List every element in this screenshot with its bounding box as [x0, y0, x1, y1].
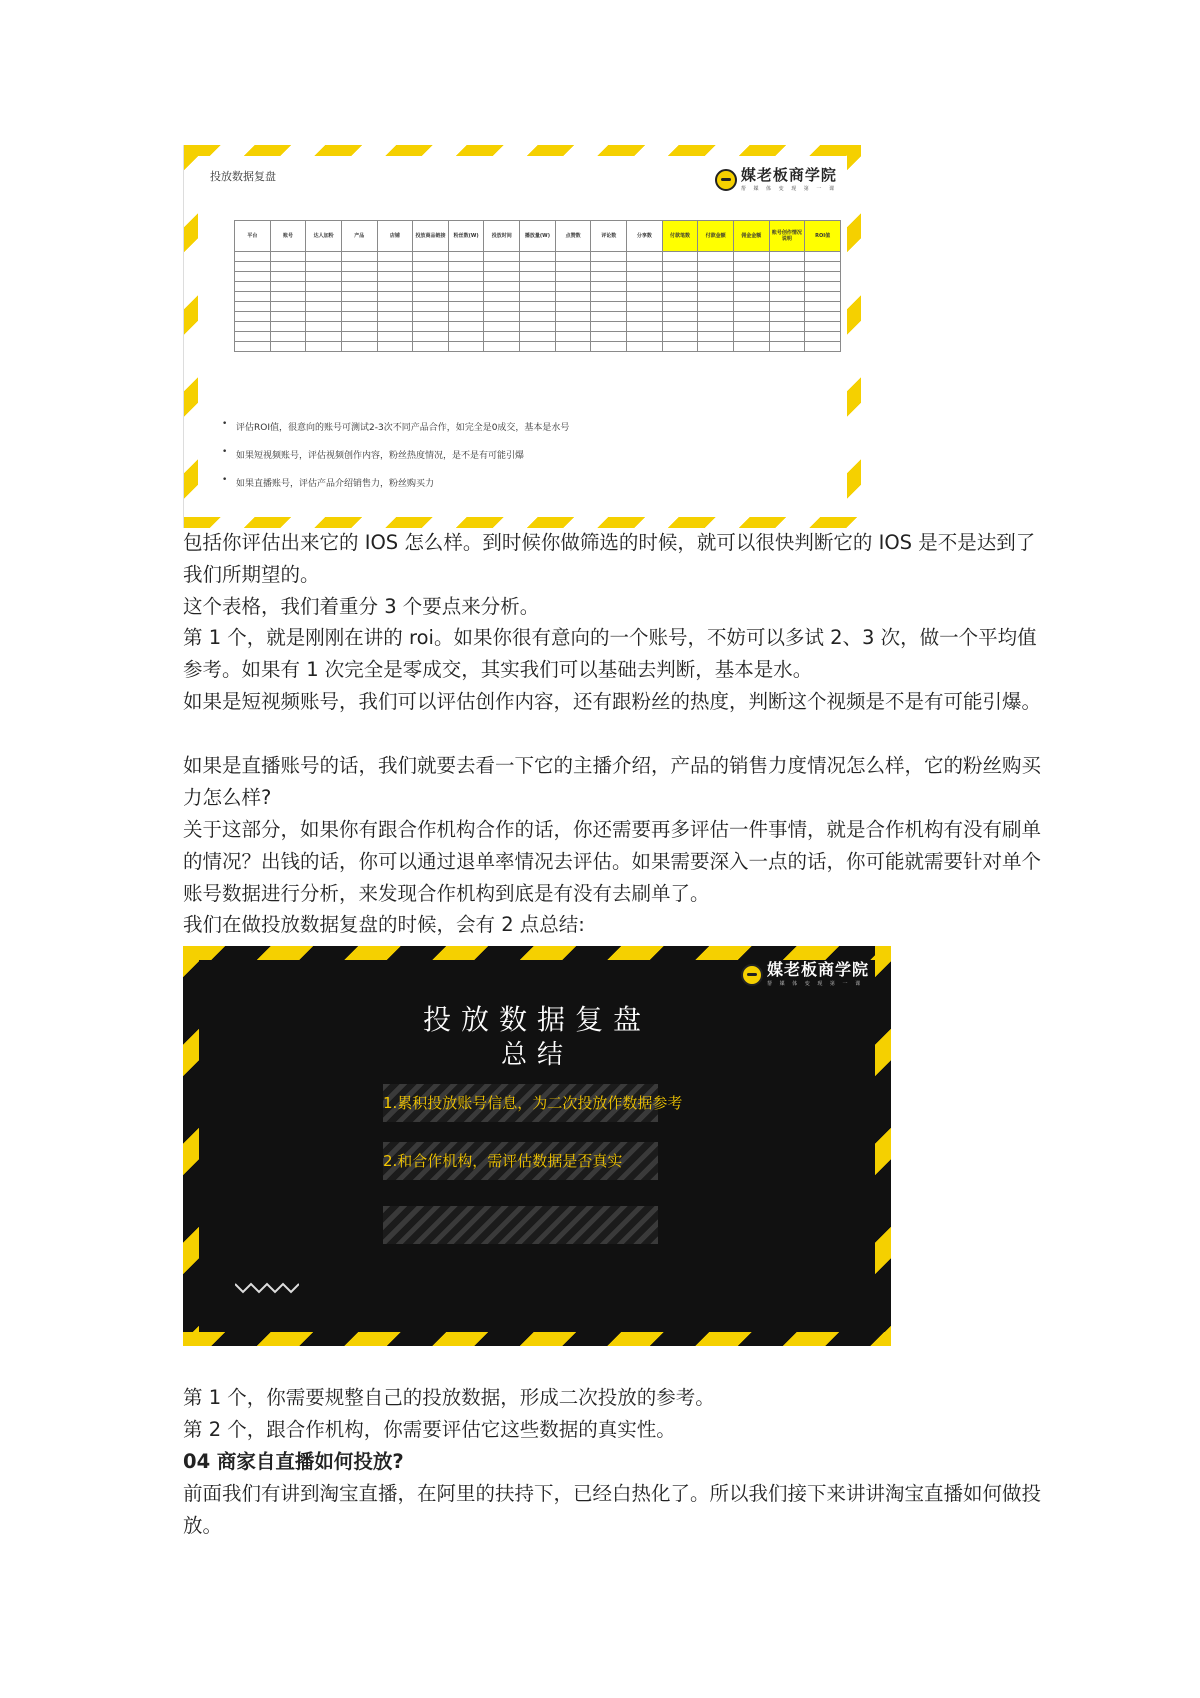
table-cell — [341, 322, 377, 332]
table-cell — [662, 312, 698, 322]
table-cell — [805, 262, 841, 272]
mascot-icon — [715, 169, 737, 191]
table-cell — [270, 302, 306, 312]
table-row — [235, 342, 841, 352]
table-cell — [448, 252, 484, 262]
table-cell — [698, 292, 734, 302]
table-cell — [377, 292, 413, 302]
table-cell — [270, 272, 306, 282]
table-cell — [520, 342, 556, 352]
table-header-cell: 达人加粉 — [306, 221, 342, 252]
table-row — [235, 322, 841, 332]
table-cell — [377, 322, 413, 332]
summary-point-text: 1.累积投放账号信息，为二次投放作数据参考 — [383, 1094, 683, 1112]
table-cell — [448, 272, 484, 282]
table-header-cell: 播放量(W) — [520, 221, 556, 252]
table-cell — [484, 282, 520, 292]
table-cell — [520, 292, 556, 302]
table-cell — [341, 332, 377, 342]
table-cell — [484, 292, 520, 302]
table-row — [235, 282, 841, 292]
table-cell — [769, 272, 805, 282]
table-cell — [306, 332, 342, 342]
hazard-stripe-left — [184, 145, 198, 528]
table-cell — [627, 332, 663, 342]
table-cell — [235, 312, 271, 322]
table-cell — [484, 302, 520, 312]
table-cell — [235, 252, 271, 262]
table-cell — [235, 292, 271, 302]
table-cell — [235, 272, 271, 282]
table-header-cell: 产品 — [341, 221, 377, 252]
table-cell — [341, 272, 377, 282]
hazard-stripe-top — [183, 946, 891, 960]
table-cell — [484, 322, 520, 332]
table-cell — [555, 332, 591, 342]
table-header-cell: 评论数 — [591, 221, 627, 252]
table-cell — [662, 262, 698, 272]
table-cell — [270, 262, 306, 272]
table-cell — [448, 322, 484, 332]
table-cell — [591, 292, 627, 302]
table-header-cell: 付款笔数 — [662, 221, 698, 252]
table-cell — [341, 342, 377, 352]
paragraph: 如果是直播账号的话，我们就要去看一下它的主播介绍，产品的销售力度情况怎么样，它的粉丝购买力怎么样? — [183, 754, 1042, 809]
hazard-stripe-top — [184, 145, 861, 156]
table-cell — [484, 272, 520, 282]
table-cell — [270, 312, 306, 322]
table-cell — [662, 322, 698, 332]
table-cell — [591, 252, 627, 262]
brand-name: 媒老板商学院 — [766, 960, 869, 979]
table-cell — [769, 322, 805, 332]
table-cell — [627, 312, 663, 322]
bullet-item: • 评估ROI值，很意向的账号可测试2-3次不同产品合作，如完全是0成交，基本是水号 — [222, 420, 569, 433]
table-cell — [805, 332, 841, 342]
brand-tagline: 帮 媒 体 变 现 第 一 课 — [766, 981, 864, 987]
table-cell — [769, 292, 805, 302]
table-cell — [627, 322, 663, 332]
table-cell — [448, 262, 484, 272]
table-cell — [733, 322, 769, 332]
table-cell — [555, 272, 591, 282]
table-cell — [270, 322, 306, 332]
table-cell — [377, 342, 413, 352]
table-cell — [769, 312, 805, 322]
table-row — [235, 332, 841, 342]
table-cell — [733, 252, 769, 262]
table-cell — [698, 322, 734, 332]
table-cell — [377, 332, 413, 342]
table-cell — [591, 282, 627, 292]
table-cell — [448, 342, 484, 352]
table-cell — [627, 252, 663, 262]
zigzag-icon — [235, 1280, 299, 1296]
table-cell — [484, 262, 520, 272]
table-cell — [270, 332, 306, 342]
table-cell — [484, 332, 520, 342]
table-cell — [235, 322, 271, 332]
table-cell — [662, 252, 698, 262]
table-cell — [270, 252, 306, 262]
table-cell — [627, 342, 663, 352]
table-cell — [413, 292, 449, 302]
table-cell — [698, 302, 734, 312]
table-row — [235, 312, 841, 322]
table-cell — [591, 272, 627, 282]
slide-title: 投放数据复盘 — [422, 1003, 651, 1036]
table-cell — [520, 282, 556, 292]
table-cell — [413, 332, 449, 342]
table-cell — [341, 262, 377, 272]
slide-subtitle: 总结 — [500, 1040, 573, 1070]
table-cell — [520, 252, 556, 262]
table-cell — [306, 282, 342, 292]
paragraph: 第 1 个，就是刚刚在讲的 roi。如果你很有意向的一个账号，不妨可以多试 2、3 次，做一个平均值参考。如果有 1 次完全是零成交，其实我们可以基础去判断，基本是水。 — [183, 626, 1037, 681]
table-cell — [591, 342, 627, 352]
table-cell — [769, 302, 805, 312]
summary-point-bar — [383, 1142, 658, 1180]
table-cell — [805, 322, 841, 332]
table-cell — [555, 302, 591, 312]
paragraph: 我们在做投放数据复盘的时候，会有 2 点总结: — [183, 913, 585, 936]
table-cell — [662, 332, 698, 342]
table-cell — [413, 272, 449, 282]
paragraph: 第 1 个，你需要规整自己的投放数据，形成二次投放的参考。 — [183, 1386, 715, 1409]
table-cell — [627, 272, 663, 282]
table-cell — [341, 282, 377, 292]
table-row — [235, 272, 841, 282]
table-cell — [377, 282, 413, 292]
table-header-row — [235, 221, 841, 252]
table-cell — [413, 342, 449, 352]
table-cell — [413, 252, 449, 262]
table-header-cell: 分享数 — [627, 221, 663, 252]
table-header-cell: 点赞数 — [555, 221, 591, 252]
table-cell — [698, 272, 734, 282]
table-cell — [733, 282, 769, 292]
table-cell — [306, 292, 342, 302]
table-cell — [662, 292, 698, 302]
table-cell — [377, 262, 413, 272]
paragraph: 第 2 个，跟合作机构，你需要评估它这些数据的真实性。 — [183, 1418, 676, 1441]
slide-summary — [183, 946, 891, 1346]
table-cell — [235, 262, 271, 272]
table-cell — [235, 332, 271, 342]
table-cell — [270, 342, 306, 352]
table-cell — [805, 272, 841, 282]
table-cell — [769, 342, 805, 352]
table-cell — [733, 272, 769, 282]
table-cell — [733, 312, 769, 322]
paragraph: 这个表格，我们着重分 3 个要点来分析。 — [183, 595, 540, 618]
table-cell — [341, 312, 377, 322]
table-cell — [733, 302, 769, 312]
table-cell — [555, 282, 591, 292]
table-cell — [769, 262, 805, 272]
table-cell — [520, 322, 556, 332]
table-cell — [591, 332, 627, 342]
paragraph: 包括你评估出来它的 IOS 怎么样。到时候你做筛选的时候，就可以很快判断它的 IOS 是不是达到了我们所期望的。 — [183, 531, 1036, 586]
table-header-cell: 平台 — [235, 221, 271, 252]
table-cell — [698, 312, 734, 322]
table-cell — [341, 302, 377, 312]
table-cell — [733, 292, 769, 302]
brand-name: 媒老板商学院 — [740, 166, 837, 184]
table-cell — [627, 302, 663, 312]
table-row — [235, 262, 841, 272]
bullet-list — [222, 420, 569, 504]
table-cell — [555, 322, 591, 332]
table-cell — [805, 342, 841, 352]
table-cell — [448, 292, 484, 302]
table-cell — [413, 312, 449, 322]
bullet-item: • 如果直播账号，评估产品介绍销售力，粉丝购买力 — [222, 476, 569, 489]
table-row — [235, 292, 841, 302]
table-cell — [662, 282, 698, 292]
table-header-cell: 付款金额 — [698, 221, 734, 252]
table-cell — [235, 342, 271, 352]
table-cell — [306, 312, 342, 322]
table-cell — [627, 292, 663, 302]
table-cell — [591, 312, 627, 322]
hazard-stripe-bottom — [183, 1332, 891, 1346]
table-header-cell: 投放商品链接 — [413, 221, 449, 252]
paragraph: 关于这部分，如果你有跟合作机构合作的话，你还需要再多评估一件事情，就是合作机构有没有刷单的情况？出钱的话，你可以通过退单率情况去评估。如果需要深入一点的话，你可能就需要针对单个账号数据进行分析，来发现合作机构到底是有没有去刷单了。 — [183, 818, 1042, 905]
table-cell — [484, 252, 520, 262]
table-cell — [341, 292, 377, 302]
table-cell — [591, 322, 627, 332]
table-cell — [377, 302, 413, 312]
table-cell — [555, 262, 591, 272]
data-table — [234, 220, 841, 352]
table-cell — [555, 342, 591, 352]
table-cell — [377, 312, 413, 322]
table-cell — [555, 292, 591, 302]
table-cell — [235, 302, 271, 312]
table-cell — [520, 332, 556, 342]
slide-data-review-table — [183, 145, 861, 528]
table-header-cell: 粉丝数(W) — [448, 221, 484, 252]
table-cell — [698, 342, 734, 352]
table-cell — [306, 302, 342, 312]
table-cell — [341, 252, 377, 262]
table-header-cell: ROI值 — [805, 221, 841, 252]
table-cell — [591, 302, 627, 312]
table-cell — [805, 302, 841, 312]
table-cell — [484, 342, 520, 352]
table-cell — [377, 272, 413, 282]
table-cell — [733, 342, 769, 352]
table-cell — [627, 282, 663, 292]
table-header-cell: 账号创作情况说明 — [769, 221, 805, 252]
table-cell — [306, 342, 342, 352]
table-cell — [769, 252, 805, 262]
table-cell — [413, 322, 449, 332]
table-cell — [662, 272, 698, 282]
table-cell — [520, 272, 556, 282]
table-cell — [805, 252, 841, 262]
table-cell — [306, 272, 342, 282]
hazard-stripe-right — [847, 145, 861, 528]
table-cell — [698, 282, 734, 292]
brand-logo — [741, 962, 869, 987]
table-cell — [698, 262, 734, 272]
summary-point-text: 2.和合作机构，需评估数据是否真实 — [383, 1152, 623, 1170]
table-cell — [413, 282, 449, 292]
table-cell — [520, 262, 556, 272]
table-cell — [805, 312, 841, 322]
brand-tagline: 帮 媒 体 变 现 第 一 课 — [740, 186, 837, 192]
table-row — [235, 302, 841, 312]
table-cell — [555, 312, 591, 322]
table-cell — [520, 312, 556, 322]
table-cell — [235, 282, 271, 292]
table-cell — [377, 252, 413, 262]
table-cell — [448, 312, 484, 322]
table-header-cell: 店铺 — [377, 221, 413, 252]
table-cell — [733, 262, 769, 272]
table-cell — [591, 262, 627, 272]
table-cell — [662, 342, 698, 352]
table-cell — [555, 252, 591, 262]
section-heading: 04 商家自直播如何投放? — [183, 1450, 404, 1473]
table-body — [235, 252, 841, 352]
slide-content — [198, 156, 847, 517]
table-cell — [306, 262, 342, 272]
table-header-cell: 佣金金额 — [733, 221, 769, 252]
paragraph: 前面我们有讲到淘宝直播，在阿里的扶持下，已经白热化了。所以我们接下来讲讲淘宝直播如何做投放。 — [183, 1482, 1042, 1537]
table-cell — [306, 322, 342, 332]
table-cell — [520, 302, 556, 312]
table-cell — [270, 292, 306, 302]
table-cell — [306, 252, 342, 262]
paragraph: 如果是短视频账号，我们可以评估创作内容，还有跟粉丝的热度，判断这个视频是不是有可能引爆。 — [183, 690, 1042, 713]
table-cell — [627, 262, 663, 272]
table-cell — [662, 302, 698, 312]
table-cell — [769, 332, 805, 342]
table-cell — [270, 282, 306, 292]
table-cell — [698, 252, 734, 262]
table-cell — [769, 282, 805, 292]
mascot-icon — [741, 964, 763, 986]
empty-stripe-bar — [383, 1206, 658, 1244]
table-cell — [448, 332, 484, 342]
table-cell — [484, 312, 520, 322]
brand-logo — [715, 168, 837, 192]
bullet-item: • 如果短视频账号，评估视频创作内容，粉丝热度情况，是不是有可能引爆 — [222, 448, 569, 461]
slide-title: 投放数据复盘 — [210, 170, 276, 183]
table-header-cell: 账号 — [270, 221, 306, 252]
table-cell — [805, 282, 841, 292]
table-cell — [448, 282, 484, 292]
table-cell — [413, 302, 449, 312]
table-cell — [733, 332, 769, 342]
summary-point-bar — [383, 1084, 683, 1122]
table-header-cell: 投放时间 — [484, 221, 520, 252]
table-row — [235, 252, 841, 262]
table-cell — [448, 302, 484, 312]
table-cell — [805, 292, 841, 302]
table-cell — [413, 262, 449, 272]
table-cell — [698, 332, 734, 342]
